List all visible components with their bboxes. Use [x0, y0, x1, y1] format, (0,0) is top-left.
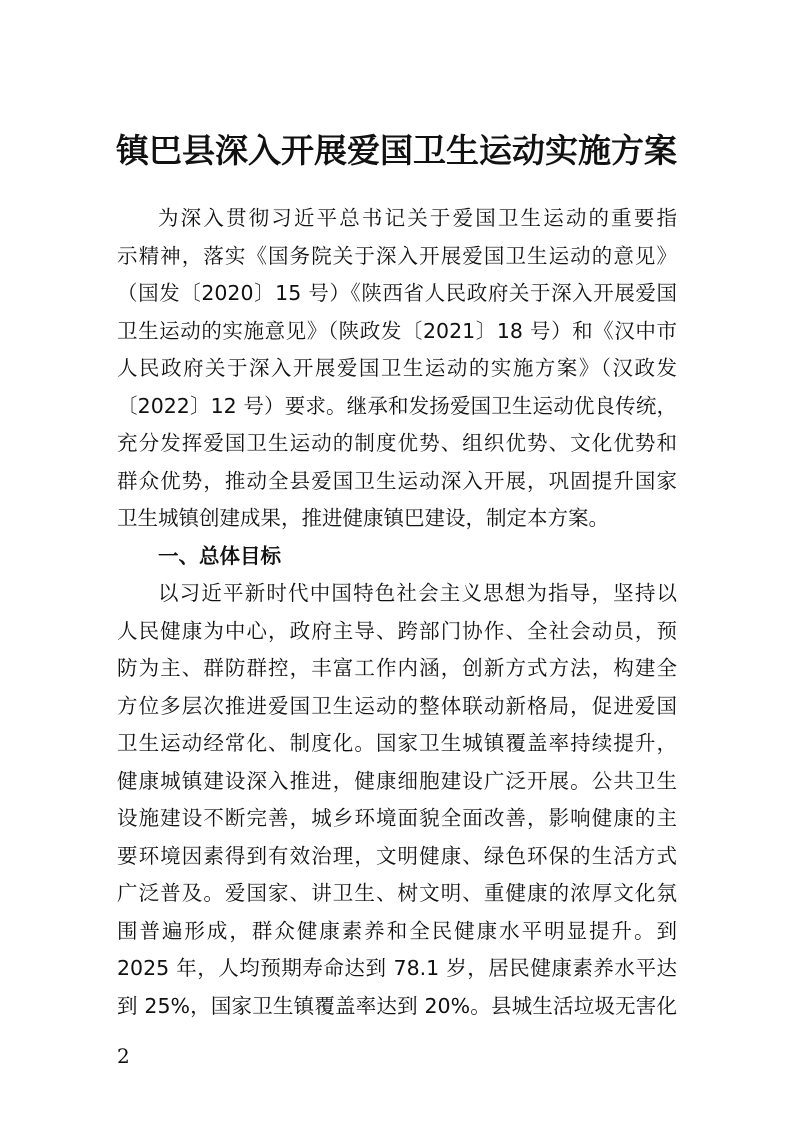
paragraph-2-line: 到 25%，国家卫生镇覆盖率达到 20%。县城生活垃圾无害化: [117, 993, 677, 1018]
paragraph-2-line: 围普遍形成，群众健康素养和全民健康水平明显提升。到: [117, 918, 677, 943]
section-heading: 一、总体目标: [158, 543, 281, 568]
paragraph-2-line: 防为主、群防群控，丰富工作内涵，创新方式方法，构建全: [117, 656, 677, 680]
paragraph-2-line: 人民健康为中心，政府主导、跨部门协作、全社会动员，预: [117, 618, 677, 643]
document-body: [117, 200, 677, 1025]
paragraph-2-line: 健康城镇建设深入推进，健康细胞建设广泛开展。公共卫生: [117, 768, 677, 793]
page-number: 2: [117, 1044, 130, 1068]
paragraph-1-line: 示精神，落实《国务院关于深入开展爱国卫生运动的意见》: [117, 243, 677, 268]
paragraph-2-line: 设施建设不断完善，城乡环境面貌全面改善，影响健康的主: [117, 806, 677, 830]
paragraph-1-line: （国发〔2020〕15 号）《陕西省人民政府关于深入开展爱国: [117, 281, 677, 305]
paragraph-2-line: 卫生运动经常化、制度化。国家卫生城镇覆盖率持续提升，: [117, 731, 677, 755]
paragraph-1-line: 群众优势，推动全县爱国卫生运动深入开展，巩固提升国家: [117, 468, 677, 493]
paragraph-1-line: 卫生城镇创建成果，推进健康镇巴建设，制定本方案。: [117, 506, 609, 530]
paragraph-1-line: 卫生运动的实施意见》（陕政发〔2021〕18 号）和《汉中市: [117, 318, 677, 343]
paragraph-2-line: 以习近平新时代中国特色社会主义思想为指导，坚持以: [158, 581, 677, 605]
paragraph-1-line: 〔2022〕12 号）要求。继承和发扬爱国卫生运动优良传统，: [117, 393, 677, 418]
paragraph-1-line: 人民政府关于深入开展爱国卫生运动的实施方案》（汉政发: [117, 356, 677, 380]
document-title: 镇巴县深入开展爱国卫生运动实施方案: [116, 131, 677, 170]
paragraph-2-line: 方位多层次推进爱国卫生运动的整体联动新格局，促进爱国: [117, 693, 677, 718]
paragraph-2-line: 广泛普及。爱国家、讲卫生、树文明、重健康的浓厚文化氛: [117, 881, 677, 905]
paragraph-1-line: 充分发挥爱国卫生运动的制度优势、组织优势、文化优势和: [117, 431, 677, 455]
paragraph-2-line: 2025 年，人均预期寿命达到 78.1 岁，居民健康素养水平达: [117, 956, 677, 980]
paragraph-1-line: 为深入贯彻习近平总书记关于爱国卫生运动的重要指: [158, 206, 677, 230]
paragraph-2-line: 要环境因素得到有效治理，文明健康、绿色环保的生活方式: [117, 843, 677, 868]
